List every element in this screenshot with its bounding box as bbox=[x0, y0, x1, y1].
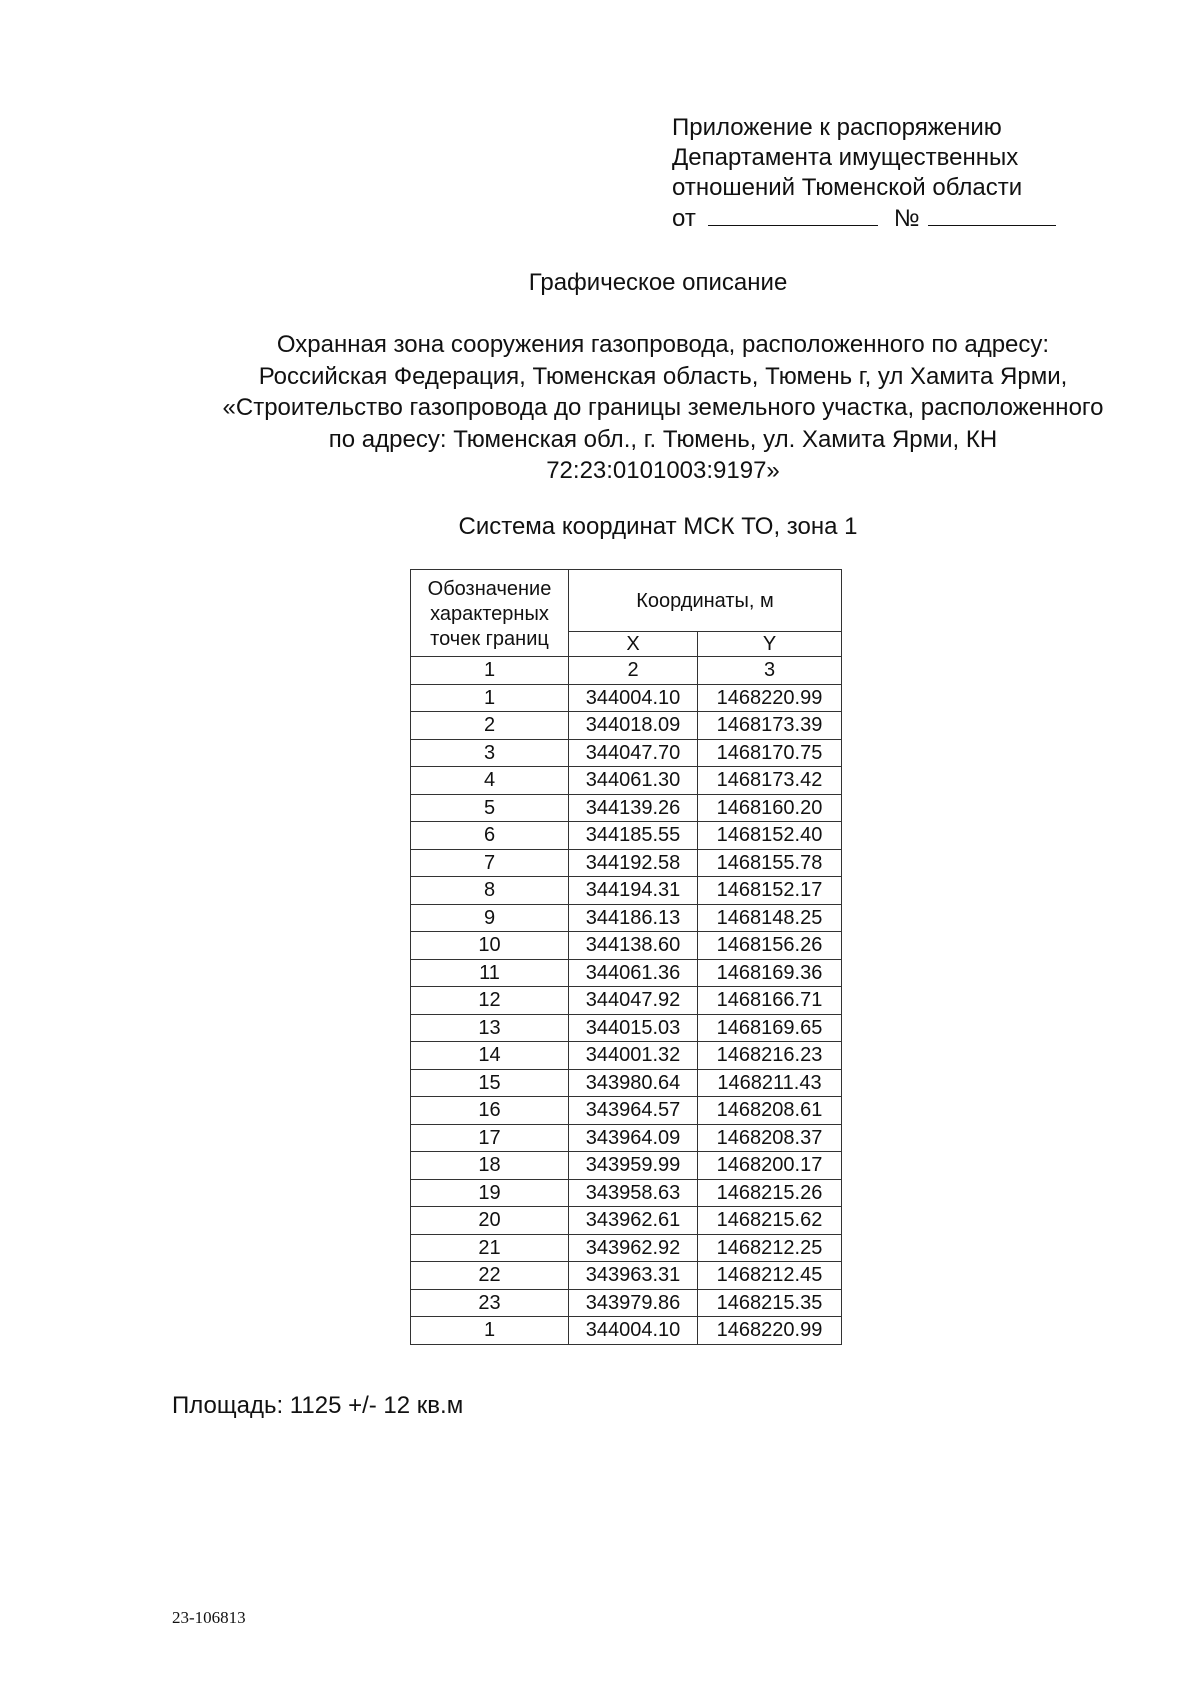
annex-block bbox=[672, 113, 1056, 234]
table-row bbox=[411, 1179, 842, 1207]
header-points-line: характерных bbox=[430, 602, 549, 625]
point-cell: 9 bbox=[411, 904, 569, 932]
point-cell: 7 bbox=[411, 849, 569, 877]
y-cell: 1468148.25 bbox=[698, 904, 842, 932]
x-cell: 344047.70 bbox=[569, 739, 698, 767]
table-row bbox=[411, 684, 842, 712]
point-cell: 2 bbox=[411, 712, 569, 740]
x-cell: 343962.61 bbox=[569, 1207, 698, 1235]
x-cell: 344015.03 bbox=[569, 1014, 698, 1042]
column-number-row bbox=[411, 657, 842, 685]
description-line: «Строительство газопровода до границы земельного участка, расположенного bbox=[222, 394, 1104, 421]
y-cell: 1468155.78 bbox=[698, 849, 842, 877]
x-cell: 344047.92 bbox=[569, 987, 698, 1015]
point-cell: 23 bbox=[411, 1289, 569, 1317]
header-y: Y bbox=[698, 632, 842, 657]
point-cell: 13 bbox=[411, 1014, 569, 1042]
table-row bbox=[411, 712, 842, 740]
x-cell: 344192.58 bbox=[569, 849, 698, 877]
y-cell: 1468208.61 bbox=[698, 1097, 842, 1125]
table-row bbox=[411, 739, 842, 767]
y-cell: 1468173.39 bbox=[698, 712, 842, 740]
y-cell: 1468152.40 bbox=[698, 822, 842, 850]
header-x: X bbox=[569, 632, 698, 657]
x-cell: 343964.57 bbox=[569, 1097, 698, 1125]
coordinates-table bbox=[410, 569, 842, 1345]
point-cell: 10 bbox=[411, 932, 569, 960]
point-cell: 20 bbox=[411, 1207, 569, 1235]
y-cell: 1468220.99 bbox=[698, 1317, 842, 1345]
y-cell: 1468211.43 bbox=[698, 1069, 842, 1097]
point-cell: 6 bbox=[411, 822, 569, 850]
point-cell: 1 bbox=[411, 1317, 569, 1345]
date-blank bbox=[708, 203, 878, 226]
number-blank bbox=[928, 203, 1056, 226]
table-row bbox=[411, 1289, 842, 1317]
table-row bbox=[411, 1097, 842, 1125]
point-cell: 17 bbox=[411, 1124, 569, 1152]
x-cell: 343959.99 bbox=[569, 1152, 698, 1180]
annex-line: Приложение к распоряжению bbox=[672, 114, 1002, 141]
point-cell: 15 bbox=[411, 1069, 569, 1097]
y-cell: 1468160.20 bbox=[698, 794, 842, 822]
table-row bbox=[411, 1042, 842, 1070]
date-prefix: от bbox=[672, 205, 696, 232]
point-cell: 4 bbox=[411, 767, 569, 795]
point-cell: 1 bbox=[411, 684, 569, 712]
x-cell: 344004.10 bbox=[569, 1317, 698, 1345]
x-cell: 344001.32 bbox=[569, 1042, 698, 1070]
table-row bbox=[411, 1262, 842, 1290]
y-cell: 1468200.17 bbox=[698, 1152, 842, 1180]
y-cell: 1468173.42 bbox=[698, 767, 842, 795]
y-cell: 1468215.35 bbox=[698, 1289, 842, 1317]
point-cell: 5 bbox=[411, 794, 569, 822]
coordinate-system: Система координат МСК ТО, зона 1 bbox=[458, 513, 858, 540]
description-line: по адресу: Тюменская обл., г. Тюмень, ул. Хамита Ярми, КН bbox=[328, 425, 998, 453]
number-prefix: № bbox=[893, 205, 920, 232]
x-cell: 344185.55 bbox=[569, 822, 698, 850]
point-cell: 3 bbox=[411, 739, 569, 767]
header-points bbox=[411, 570, 569, 657]
point-cell: 21 bbox=[411, 1234, 569, 1262]
x-cell: 343958.63 bbox=[569, 1179, 698, 1207]
table-row bbox=[411, 1234, 842, 1262]
y-cell: 1468170.75 bbox=[698, 739, 842, 767]
document-number: 23-106813 bbox=[172, 1608, 246, 1627]
point-cell: 22 bbox=[411, 1262, 569, 1290]
x-cell: 344139.26 bbox=[569, 794, 698, 822]
table-row bbox=[411, 1207, 842, 1235]
table-row bbox=[411, 1014, 842, 1042]
column-number: 3 bbox=[698, 657, 842, 685]
x-cell: 344004.10 bbox=[569, 684, 698, 712]
y-cell: 1468220.99 bbox=[698, 684, 842, 712]
point-cell: 12 bbox=[411, 987, 569, 1015]
table-header-row bbox=[411, 570, 842, 632]
table-row bbox=[411, 1317, 842, 1345]
table-row bbox=[411, 877, 842, 905]
point-cell: 8 bbox=[411, 877, 569, 905]
table-row bbox=[411, 932, 842, 960]
table-row bbox=[411, 1152, 842, 1180]
area-value: Площадь: 1125 +/- 12 кв.м bbox=[172, 1392, 464, 1419]
table-row bbox=[411, 1069, 842, 1097]
table-row bbox=[411, 987, 842, 1015]
y-cell: 1468169.36 bbox=[698, 959, 842, 987]
table-row bbox=[411, 849, 842, 877]
table-row bbox=[411, 904, 842, 932]
y-cell: 1468216.23 bbox=[698, 1042, 842, 1070]
y-cell: 1468215.26 bbox=[698, 1179, 842, 1207]
x-cell: 344061.30 bbox=[569, 767, 698, 795]
x-cell: 343979.86 bbox=[569, 1289, 698, 1317]
table-row bbox=[411, 959, 842, 987]
annex-line: отношений Тюменской области bbox=[672, 174, 1023, 201]
point-cell: 18 bbox=[411, 1152, 569, 1180]
header-coordinates: Координаты, м bbox=[569, 570, 842, 632]
point-cell: 16 bbox=[411, 1097, 569, 1125]
x-cell: 344194.31 bbox=[569, 877, 698, 905]
x-cell: 343964.09 bbox=[569, 1124, 698, 1152]
point-cell: 14 bbox=[411, 1042, 569, 1070]
x-cell: 344018.09 bbox=[569, 712, 698, 740]
y-cell: 1468215.62 bbox=[698, 1207, 842, 1235]
description-line: Российская Федерация, Тюменская область, Тюмень г, ул Хамита Ярми, bbox=[258, 362, 1068, 390]
y-cell: 1468169.65 bbox=[698, 1014, 842, 1042]
x-cell: 344186.13 bbox=[569, 904, 698, 932]
x-cell: 343963.31 bbox=[569, 1262, 698, 1290]
y-cell: 1468212.25 bbox=[698, 1234, 842, 1262]
x-cell: 344061.36 bbox=[569, 959, 698, 987]
point-cell: 11 bbox=[411, 959, 569, 987]
annex-line: Департамента имущественных bbox=[672, 144, 1019, 171]
table-row bbox=[411, 1124, 842, 1152]
table-row bbox=[411, 767, 842, 795]
x-cell: 344138.60 bbox=[569, 932, 698, 960]
header-points-line: точек границ bbox=[430, 627, 549, 650]
y-cell: 1468156.26 bbox=[698, 932, 842, 960]
document-title: Графическое описание bbox=[528, 269, 788, 296]
description-line: 72:23:0101003:9197» bbox=[546, 457, 780, 484]
y-cell: 1468208.37 bbox=[698, 1124, 842, 1152]
x-cell: 343962.92 bbox=[569, 1234, 698, 1262]
point-cell: 19 bbox=[411, 1179, 569, 1207]
column-number: 2 bbox=[569, 657, 698, 685]
table-row bbox=[411, 822, 842, 850]
table-row bbox=[411, 794, 842, 822]
annex-date-number-line bbox=[672, 203, 1056, 234]
header-points-line: Обозначение bbox=[427, 577, 552, 600]
column-number: 1 bbox=[411, 657, 569, 685]
description-line: Охранная зона сооружения газопровода, расположенного по адресу: bbox=[276, 331, 1050, 358]
object-description bbox=[170, 329, 1156, 487]
y-cell: 1468166.71 bbox=[698, 987, 842, 1015]
y-cell: 1468152.17 bbox=[698, 877, 842, 905]
x-cell: 343980.64 bbox=[569, 1069, 698, 1097]
y-cell: 1468212.45 bbox=[698, 1262, 842, 1290]
